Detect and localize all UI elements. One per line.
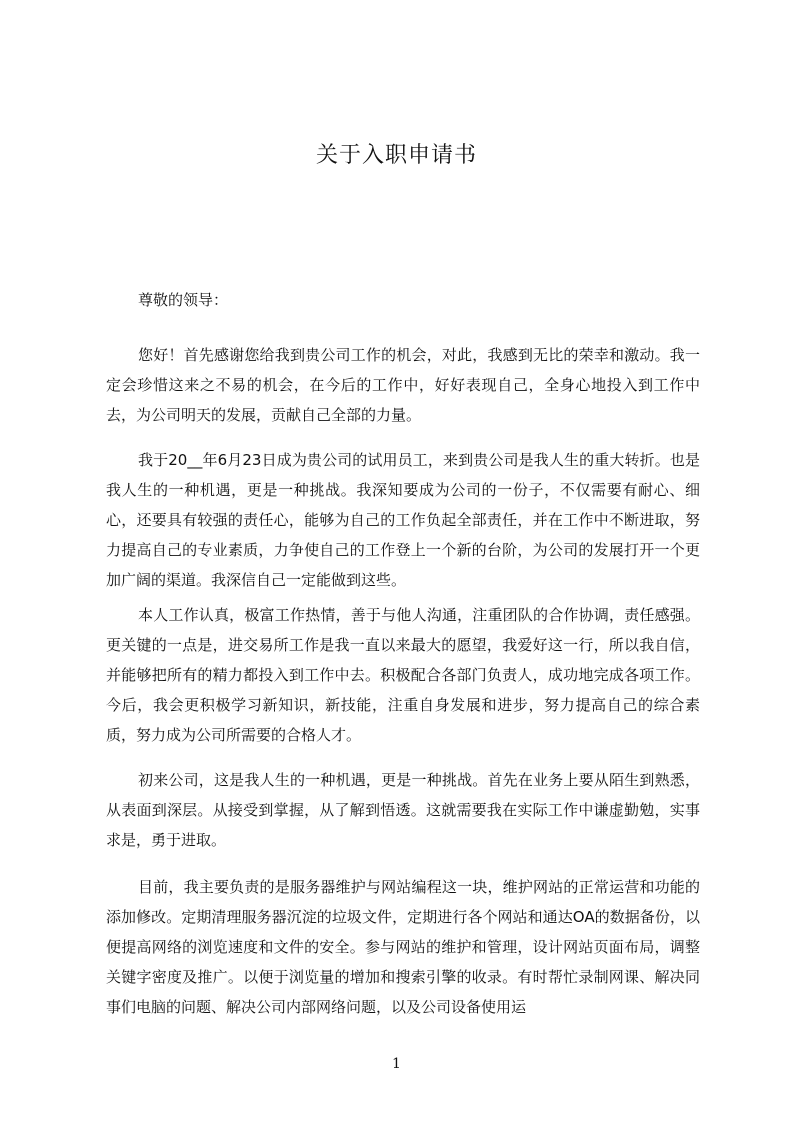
document-title: 关于入职申请书 [315,143,477,168]
paragraph-3: 本人工作认真，极富工作热情，善于与他人沟通，注重团队的合作协调，责任感强。更关键的一点是，进交易所工作是我一直以来最大的愿望，我爱好这一行，所以我自信，并能够把所有的精力都投入到工作中去。积极配合各部门负责人，成功地完成各项工作。今后，我会更积极学习新知识，新技能，注重自身发展和进步，努力提高自己的综合素质，努力成为公司所需要的合格人才。 [106,606,700,744]
paragraph-5: 目前，我主要负责的是服务器维护与网站编程这一块，维护网站的正常运营和功能的添加修改。定期清理服务器沉淀的垃圾文件，定期进行各个网站和通达OA的数据备份，以便提高网络的浏览速度和文件的安全。参与网站的维护和管理，设计网站页面布局，调整关键字密度及推广。以便于浏览量的增加和搜索引擎的收录。有时帮忙录制网课、解决同事们电脑的问题、解决公司内部网络问题，以及公司设备使用运 [106,878,700,1016]
paragraph-4: 初来公司，这是我人生的一种机遇，更是一种挑战。首先在业务上要从陌生到熟悉，从表面到深层。从接受到掌握，从了解到悟透。这就需要我在实际工作中谦虚勤勉，实事求是，勇于进取。 [106,771,700,849]
page-number: 1 [392,1056,401,1072]
paragraph-2: 我于20__年6月23日成为贵公司的试用员工，来到贵公司是我人生的重大转折。也是我人生的一种机遇，更是一种挑战。我深知要成为公司的一份子，不仅需要有耐心、细心，还要具有较强的责任心，能够为自己的工作负起全部责任，并在工作中不断进取，努力提高自己的专业素质，力争使自己的工作登上一个新的台阶，为公司的发展打开一个更加广阔的渠道。我深信自己一定能做到这些。 [106,451,700,589]
paragraph-1: 您好！首先感谢您给我到贵公司工作的机会，对此，我感到无比的荣幸和激动。我一定会珍惜这来之不易的机会，在今后的工作中，好好表现自己，全身心地投入到工作中去，为公司明天的发展，贡献自己全部的力量。 [106,346,700,424]
salutation: 尊敬的领导： [138,291,229,309]
